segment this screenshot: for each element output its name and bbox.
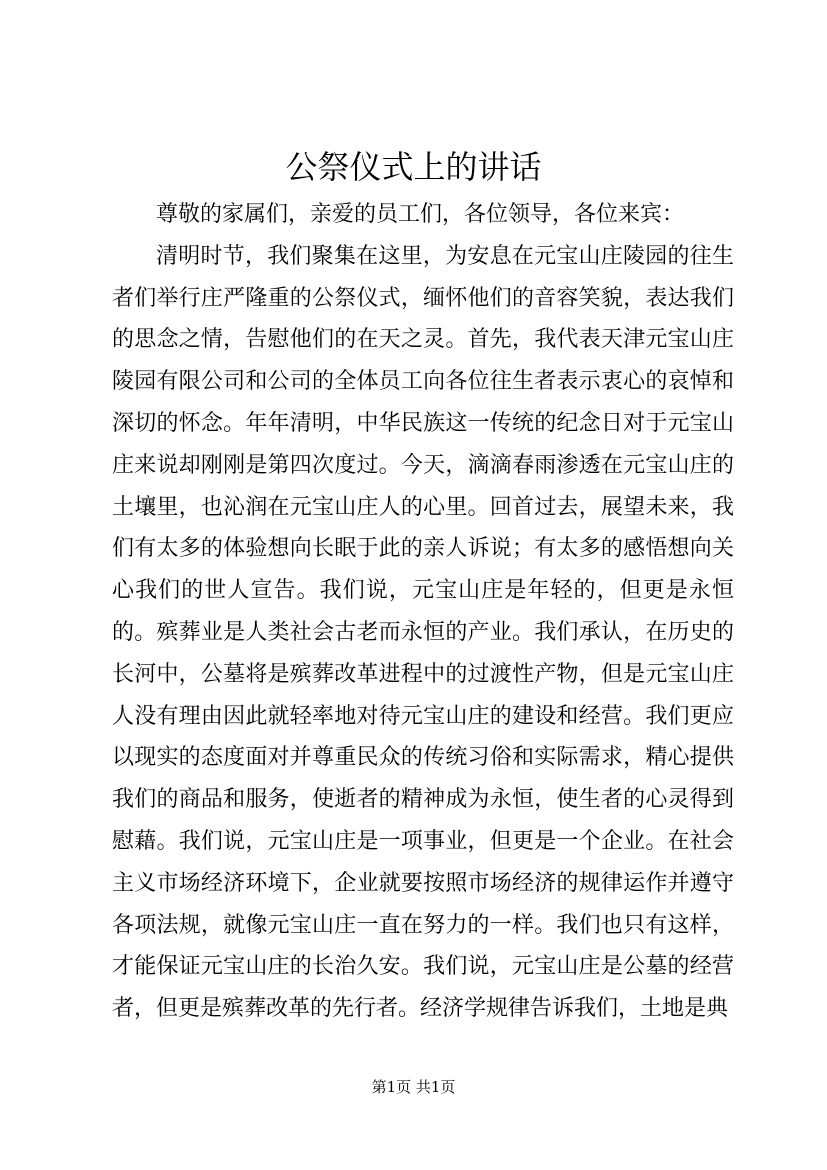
document-title: 公祭仪式上的讲话	[285, 148, 542, 186]
document-body	[112, 194, 734, 1030]
page-number: 第1页 共1页	[371, 1078, 456, 1096]
body-paragraph: 清明时节，我们聚集在这里，为安息在元宝山庄陵园的往生者们举行庄严隆重的公祭仪式，缅怀他们的音容笑貌，表达我们的思念之情，告慰他们的在天之灵。首先，我代表天津元宝山庄陵园有限公司和公司的全体员工向各位往生者表示衷心的哀悼和深切的怀念。年年清明，中华民族这一传统的纪念日对于元宝山庄来说却刚刚是第四次度过。今天，滴滴春雨渗透在元宝山庄的土壤里，也沁润在元宝山庄人的心里。回首过去，展望未来，我们有太多的体验想向长眠于此的亲人诉说；有太多的感悟想向关心我们的世人宣告。我们说，元宝山庄是年轻的，但更是永恒的。殡葬业是人类社会古老而永恒的产业。我们承认，在历史的长河中，公墓将是殡葬改革进程中的过渡性产物，但是元宝山庄人没有理由因此就轻率地对待元宝山庄的建设和经营。我们更应以现实的态度面对并尊重民众的传统习俗和实际需求，精心提供我们的商品和服务，使逝者的精神成为永恒，使生者的心灵得到慰藉。我们说，元宝山庄是一项事业，但更是一个企业。在社会主义市场经济环境下，企业就要按照市场经济的规律运作并遵守各项法规，就像元宝山庄一直在努力的一样。我们也只有这样，才能保证元宝山庄的长治久安。我们说，元宝山庄是公墓的经营者，但更是殡葬改革的先行者。经济学规律告诉我们，土地是典	[112, 243, 734, 1022]
greeting-paragraph: 尊敬的家属们，亲爱的员工们，各位领导，各位来宾：	[156, 202, 685, 227]
